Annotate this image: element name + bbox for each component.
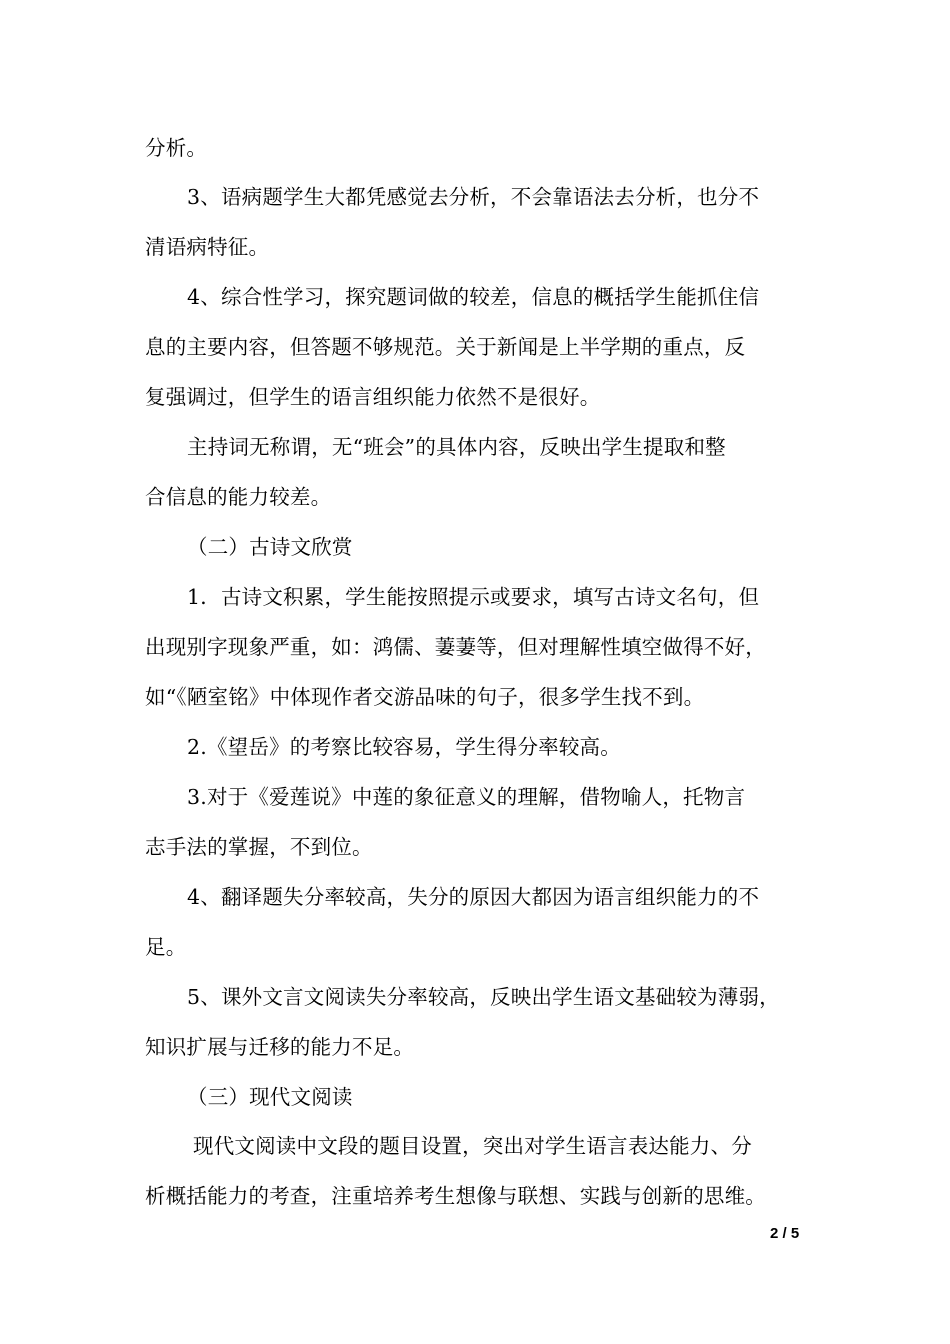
paragraph-line: 3.对于《爱莲说》中莲的象征意义的理解，借物喻人，托物言 <box>187 785 746 809</box>
page-number: 2 / 5 <box>770 1225 800 1242</box>
paragraph-line: 复强调过，但学生的语言组织能力依然不是很好。 <box>145 385 601 409</box>
paragraph-line: 5、课外文言文阅读失分率较高，反映出学生语文基础较为薄弱， <box>187 985 780 1009</box>
paragraph-line: 出现别字现象严重，如：鸿儒、萋萋等，但对理解性填空做得不好， <box>145 635 766 659</box>
section-heading: （二）古诗文欣赏 <box>187 535 353 559</box>
paragraph-line: 分析。 <box>145 136 208 160</box>
paragraph-line: 主持词无称谓，无“班会”的具体内容，反映出学生提取和整 <box>187 435 726 459</box>
paragraph-line: 析概括能力的考查，注重培养考生想像与联想、实践与创新的思维。 <box>145 1184 766 1208</box>
paragraph-line: 4、翻译题失分率较高，失分的原因大都因为语言组织能力的不 <box>187 885 760 909</box>
paragraph-line: 如“《陋室铭》中体现作者交游品味的句子，很多学生找不到。 <box>145 685 705 709</box>
paragraph-line: 志手法的掌握，不到位。 <box>145 835 373 859</box>
paragraph-line: 2.《望岳》的考察比较容易，学生得分率较高。 <box>187 735 621 759</box>
paragraph-line: 4、综合性学习，探究题词做的较差，信息的概括学生能抓住信 <box>187 285 760 309</box>
paragraph-line: 合信息的能力较差。 <box>145 485 332 509</box>
paragraph-line: 知识扩展与迁移的能力不足。 <box>145 1035 415 1059</box>
paragraph-line: 息的主要内容，但答题不够规范。关于新闻是上半学期的重点，反 <box>145 335 746 359</box>
section-heading: （三）现代文阅读 <box>187 1085 353 1109</box>
paragraph-line: 3、语病题学生大都凭感觉去分析，不会靠语法去分析，也分不 <box>187 185 760 209</box>
paragraph-line: 清语病特征。 <box>145 235 270 259</box>
paragraph-line: 足。 <box>145 935 187 959</box>
paragraph-line: 1．古诗文积累，学生能按照提示或要求，填写古诗文名句，但 <box>187 585 760 609</box>
paragraph-line: 现代文阅读中文段的题目设置，突出对学生语言表达能力、分 <box>193 1134 752 1158</box>
